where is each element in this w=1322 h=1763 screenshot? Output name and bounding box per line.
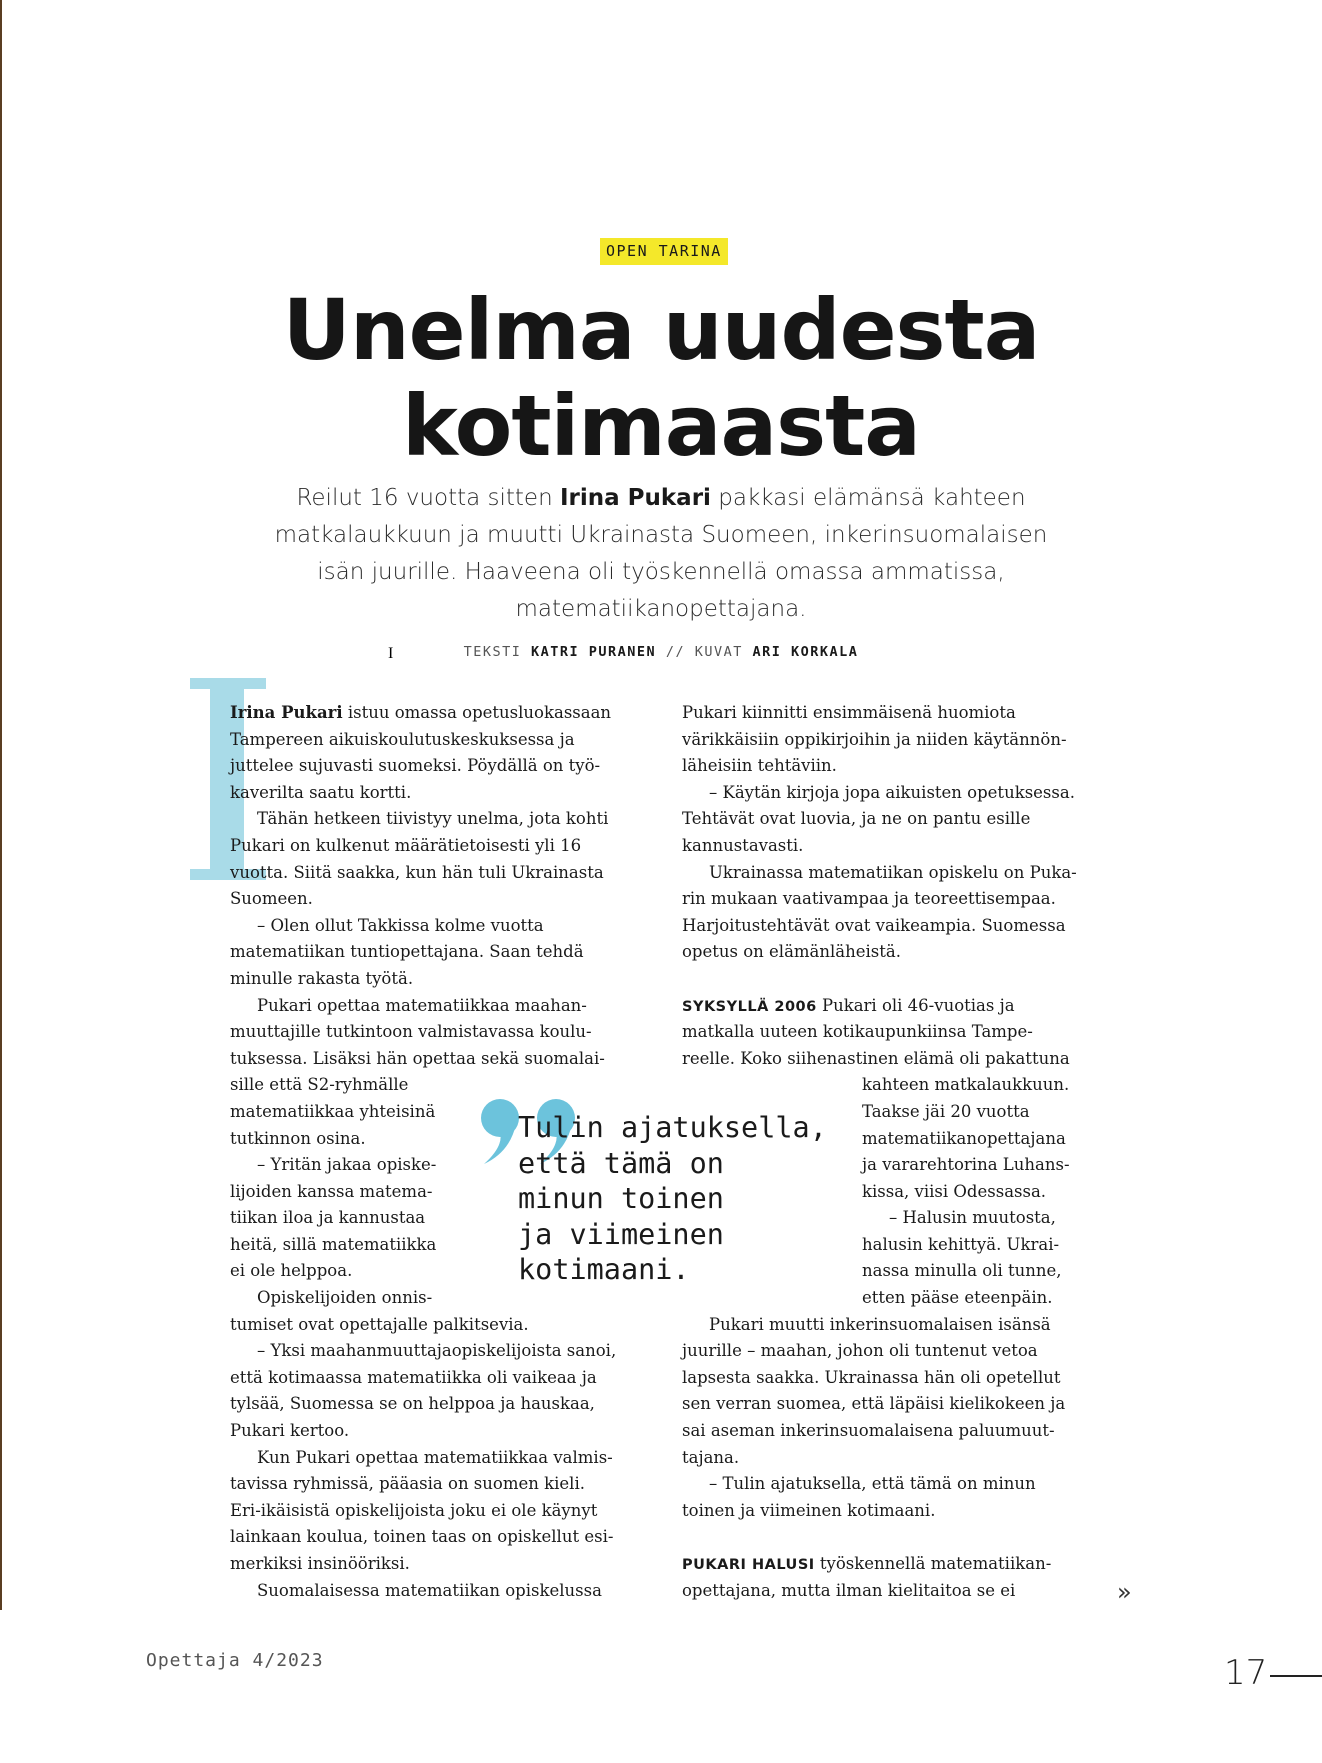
article-lede <box>0 480 1322 628</box>
page-number: 17 <box>1224 1653 1268 1693</box>
pull-quote-line: minun toinen <box>518 1182 724 1215</box>
body-line: Tähän hetkeen tiivistyy unelma, jota kohti <box>257 809 609 829</box>
body-line: muuttajille tutkintoon valmistavassa koulu- <box>230 1022 592 1042</box>
body-line: sen verran suomea, että läpäisi kielikokeen ja <box>682 1394 1066 1414</box>
pull-quote-line: että tämä on <box>518 1146 724 1180</box>
byline-text-label: TEKSTI <box>463 644 522 660</box>
body-line: Pukari kertoo. <box>230 1421 350 1441</box>
lede-name: Irina Pukari <box>559 485 711 511</box>
lead-name: Irina Pukari <box>230 703 343 722</box>
lede-text: Reilut 16 vuotta sitten <box>296 485 560 511</box>
body-line: ja vararehtorina Luhans- <box>862 1155 1070 1175</box>
lede-line: matematiikanopettajana. <box>515 596 807 622</box>
body-line: kahteen matkalaukkuun. <box>862 1075 1070 1095</box>
subhead-line <box>682 1551 1077 1578</box>
body-line: tumiset ovat opettajalle palkitsevia. <box>230 1314 529 1334</box>
body-line: läheisiin tehtäviin. <box>682 756 837 776</box>
byline-photographer: ARI KORKALA <box>752 644 859 660</box>
title-line-2: kotimaasta <box>402 377 920 475</box>
continue-arrow-icon: » <box>1117 1578 1132 1606</box>
body-line: tavissa ryhmissä, pääasia on suomen kieli. <box>230 1474 585 1494</box>
body-line: Taakse jäi 20 vuotta <box>862 1101 1030 1121</box>
body-line: vuotta. Siitä saakka, kun hän tuli Ukrainasta <box>230 862 604 882</box>
lede-line: matkalaukkuun ja muutti Ukrainasta Suomeen, inkerinsuomalaisen <box>274 522 1048 548</box>
body-line: Pukari on kulkenut määrätietoisesti yli 16 <box>230 835 582 855</box>
body-line: juttelee sujuvasti suomeksi. Pöydällä on työ- <box>230 756 601 776</box>
body-line: kannustavasti. <box>682 835 804 855</box>
body-line: minulle rakasta työtä. <box>230 968 414 988</box>
body-line: Ukrainassa matematiikan opiskelu on Puka- <box>709 862 1077 882</box>
body-line: merkiksi insinööriksi. <box>230 1554 410 1573</box>
body-line: Eri-ikäisistä opiskelijoista joku ei ole käynyt <box>230 1500 598 1520</box>
body-line: että kotimaassa matematiikka oli vaikeaa ja <box>230 1367 597 1387</box>
body-line: Kun Pukari opettaa matematiikkaa valmis- <box>257 1447 613 1467</box>
body-line: matkalla uuteen kotikaupunkiinsa Tampe- <box>682 1022 1033 1042</box>
body-line: opettajana, mutta ilman kielitaitoa se ei <box>682 1580 1016 1600</box>
body-line: opetus on elämänläheistä. <box>682 942 901 962</box>
subhead-lead: PUKARI HALUSI <box>682 1557 815 1573</box>
byline <box>0 644 1322 660</box>
byline-separator: // <box>665 644 686 660</box>
body-line: nassa minulla oli tunne, <box>862 1261 1062 1281</box>
body-line: – Yksi maahanmuuttajaopiskelijoista sanoi, <box>257 1341 617 1361</box>
subhead-lead: SYKSYLLÄ 2006 <box>682 998 817 1015</box>
publication-footer: Opettaja 4/2023 <box>146 1650 324 1671</box>
body-line: ei ole helppoa. <box>230 1261 353 1281</box>
body-line: sille että S2-ryhmälle <box>230 1075 409 1095</box>
lede-line: isän juurille. Haaveena oli työskennellä omassa ammatissa, <box>317 559 1005 585</box>
pull-quote-line: kotimaani. <box>518 1253 690 1286</box>
body-line: Pukari opettaa matematiikkaa maahan- <box>257 995 587 1015</box>
byline-photo-label: KUVAT <box>694 644 743 660</box>
body-line: – Olen ollut Takkissa kolme vuotta <box>257 915 544 935</box>
page-edge <box>0 0 2 1610</box>
article-title <box>0 282 1322 474</box>
body-line: etten pääse eteenpäin. <box>862 1288 1053 1308</box>
body-line: reelle. Koko siihenastinen elämä oli pakattuna <box>682 1048 1070 1068</box>
body-line: tajana. <box>682 1447 740 1467</box>
body-line: lainkaan koulua, toinen taas on opiskellut esi- <box>230 1527 614 1547</box>
body-line: Suomalaisessa matematiikan opiskelussa <box>257 1580 602 1600</box>
page-number-rule <box>1270 1675 1322 1677</box>
body-line <box>230 700 616 727</box>
body-line: Suomeen. <box>230 889 313 909</box>
drop-cap-letter: I <box>388 645 394 662</box>
body-line: toinen ja viimeinen kotimaani. <box>682 1500 936 1520</box>
pull-quote <box>518 1110 827 1288</box>
body-line: rin mukaan vaativampaa ja teoreettisempaa. <box>682 889 1056 909</box>
title-line-1: Unelma uudesta <box>282 281 1040 379</box>
body-line: Tehtävät ovat luovia, ja ne on pantu esille <box>682 809 1031 829</box>
body-line: sai aseman inkerinsuomalaisena paluumuut- <box>682 1421 1055 1441</box>
subhead-line <box>682 993 1077 1020</box>
body-line: matematiikkaa yhteisinä <box>230 1101 436 1121</box>
pull-quote-line: Tulin ajatuksella, <box>518 1111 827 1144</box>
body-line: matematiikan tuntiopettajana. Saan tehdä <box>230 942 584 962</box>
byline-author: KATRI PURANEN <box>531 644 657 660</box>
body-line: – Halusin muutosta, <box>889 1208 1056 1228</box>
body-line: juurille – maahan, johon oli tuntenut vetoa <box>682 1341 1038 1361</box>
body-line: Tampereen aikuiskoulutuskeskuksessa ja <box>230 729 575 749</box>
body-line: Opiskelijoiden onnis- <box>257 1288 433 1308</box>
body-line: Pukari muutti inkerinsuomalaisen isänsä <box>709 1314 1051 1334</box>
body-line: tylsää, Suomessa se on helppoa ja hauskaa, <box>230 1394 595 1414</box>
body-line: – Tulin ajatuksella, että tämä on minun <box>709 1474 1036 1494</box>
body-line: lapsesta saakka. Ukrainassa hän oli opetellut <box>682 1367 1061 1387</box>
body-line: Pukari kiinnitti ensimmäisenä huomiota <box>682 703 1016 722</box>
lede-text: pakkasi elämänsä kahteen <box>710 485 1026 511</box>
body-line: tuksessa. Lisäksi hän opettaa sekä suomalai- <box>230 1048 605 1068</box>
pull-quote-line: ja viimeinen <box>518 1217 724 1251</box>
body-line: – Yritän jakaa opiske- <box>257 1155 437 1175</box>
body-text: Pukari oli 46-vuotias ja <box>816 995 1015 1015</box>
body-line: tiikan iloa ja kannustaa <box>230 1208 426 1228</box>
body-text: istuu omassa opetusluokassaan <box>342 703 612 722</box>
body-line: kaverilta saatu kortti. <box>230 782 412 802</box>
body-line: lijoiden kanssa matema- <box>230 1181 433 1201</box>
body-line: heitä, sillä matematiikka <box>230 1234 437 1254</box>
body-line: matematiikanopettajana <box>862 1128 1066 1148</box>
body-line: Harjoitustehtävät ovat vaikeampia. Suomessa <box>682 915 1066 935</box>
body-line: – Käytän kirjoja jopa aikuisten opetuksessa. <box>709 782 1075 802</box>
body-text: työskennellä matematiikan- <box>814 1554 1052 1573</box>
body-line: värikkäisiin oppikirjoihin ja niiden käytännön- <box>682 729 1067 749</box>
body-line: halusin kehittyä. Ukrai- <box>862 1234 1060 1254</box>
body-line: kissa, viisi Odessassa. <box>862 1181 1047 1201</box>
section-tag: OPEN TARINA <box>600 238 728 265</box>
body-line: tutkinnon osina. <box>230 1128 366 1148</box>
